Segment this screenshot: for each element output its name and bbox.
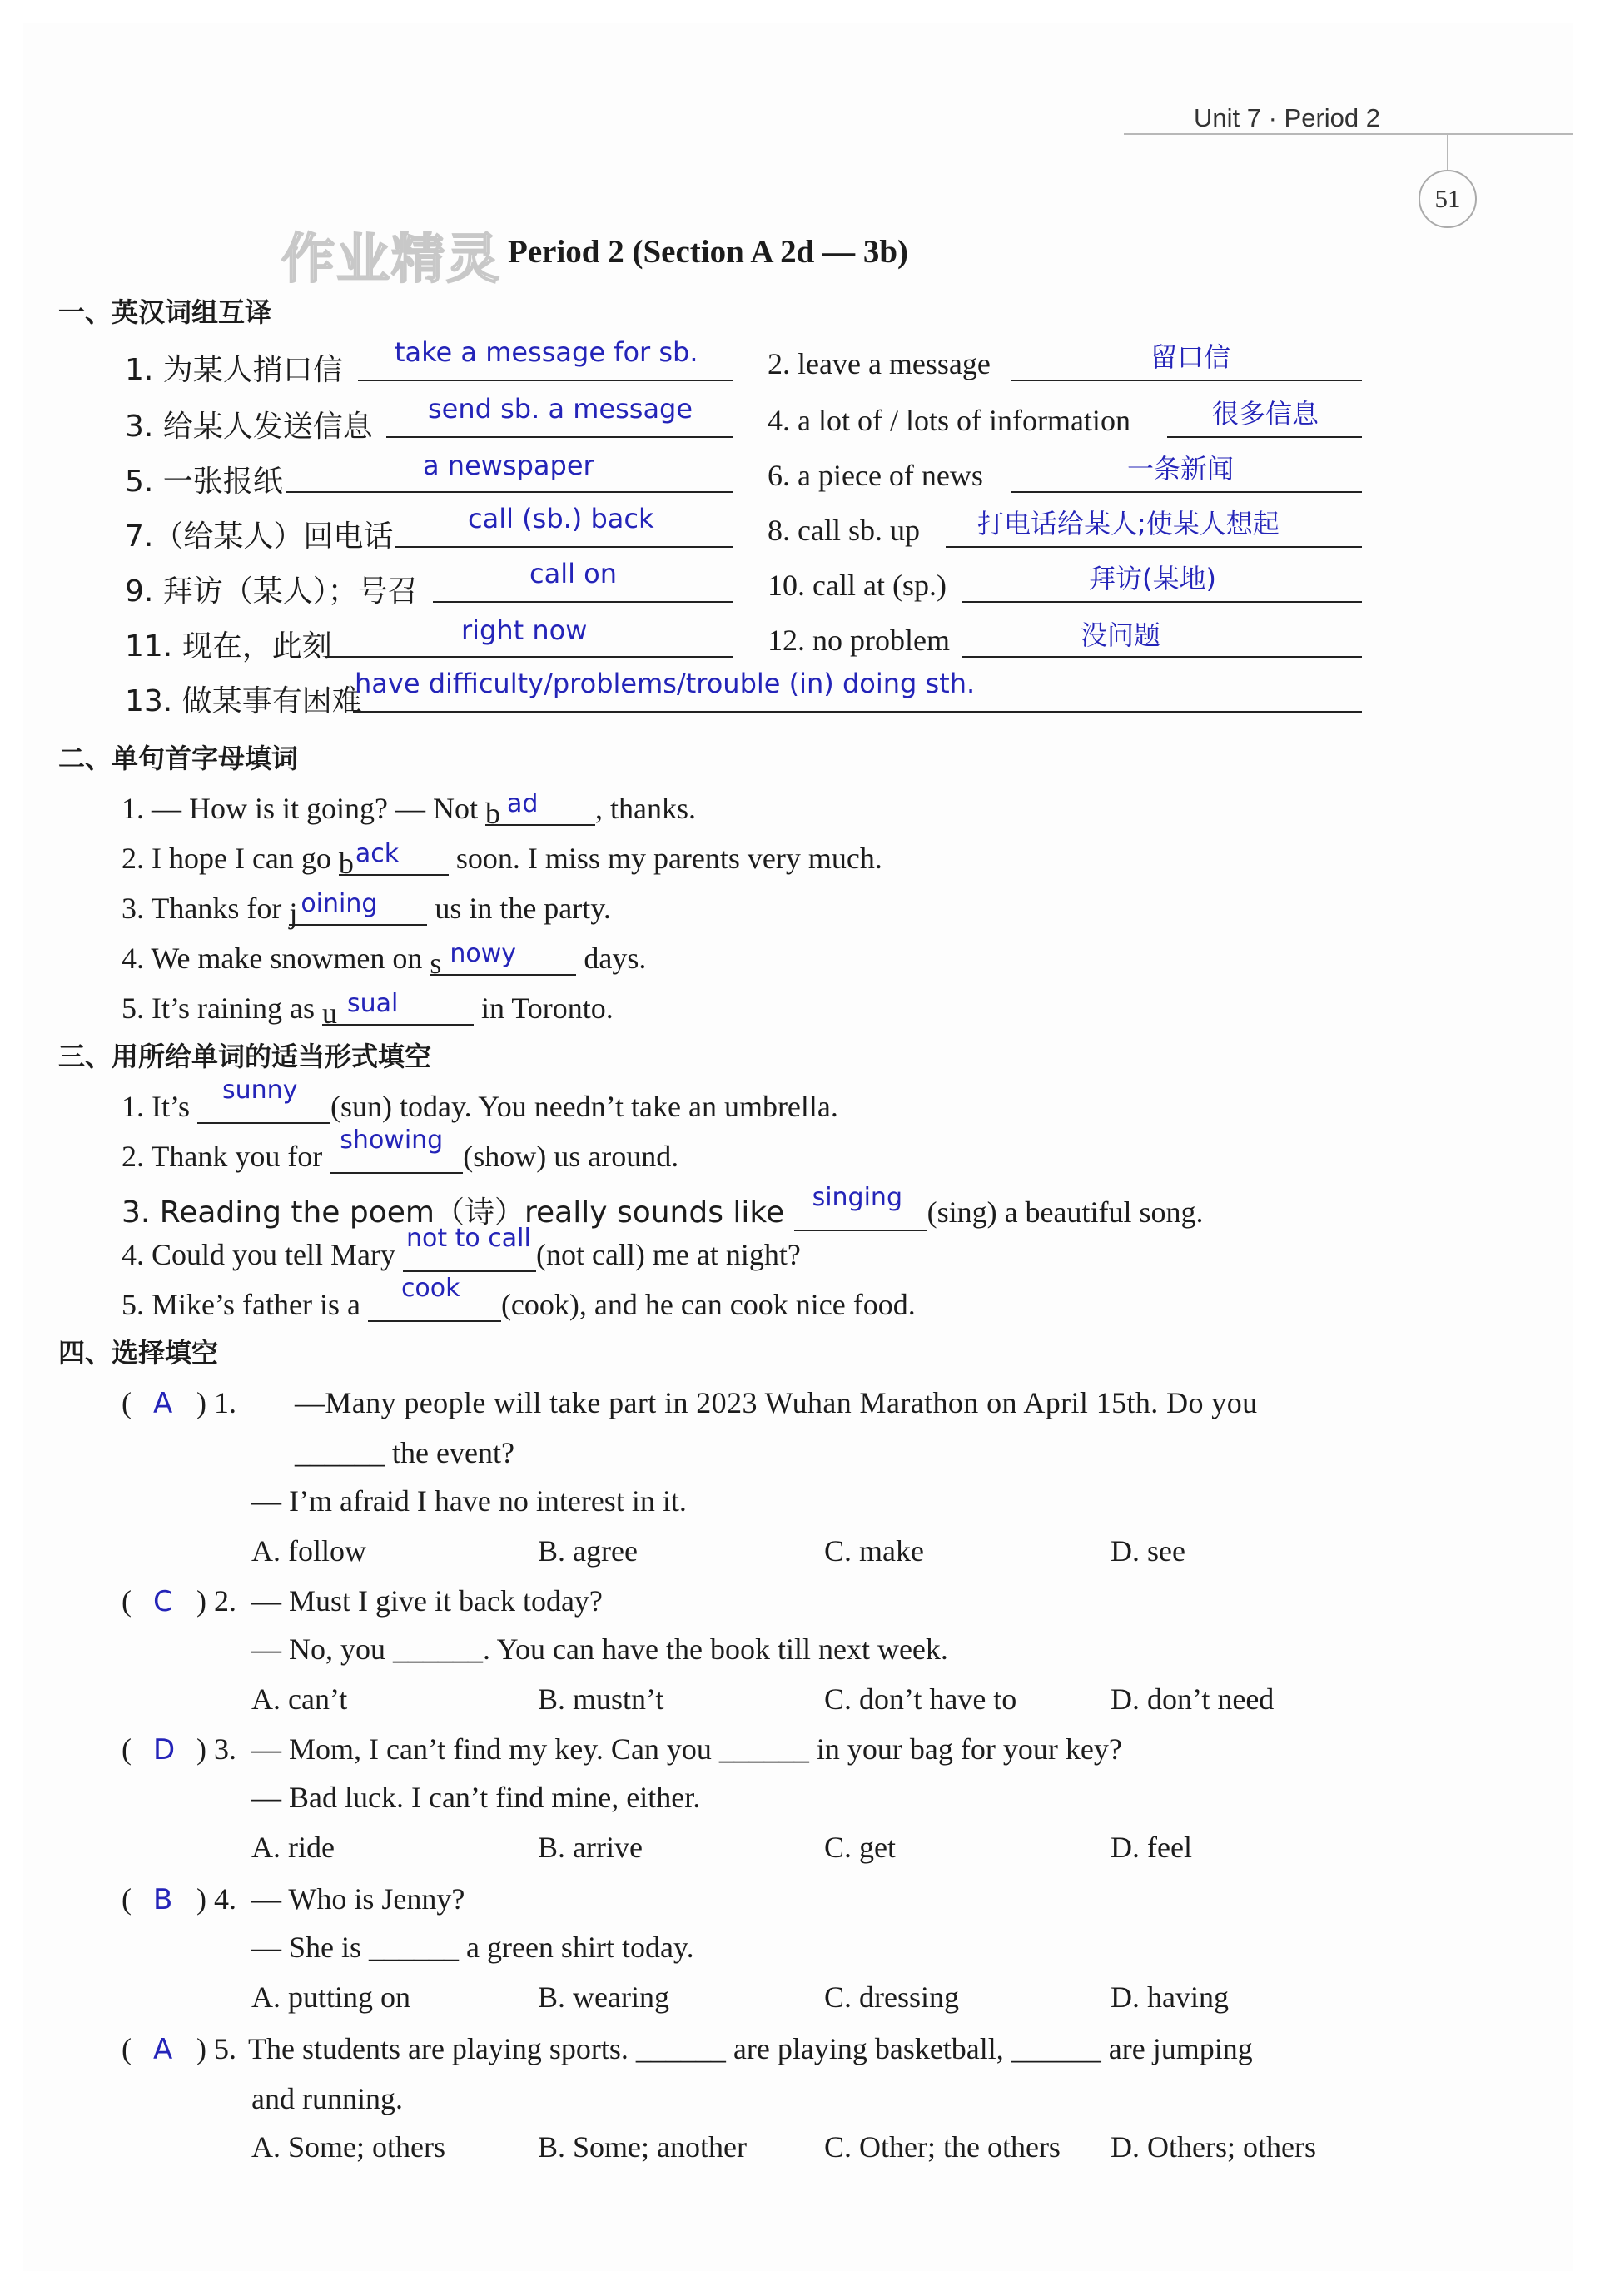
q5-option-c: C. Other; the others	[824, 2130, 1061, 2164]
s2-after-2: soon. I miss my parents very much.	[448, 842, 882, 875]
s1-prompt-1: 1. 为某人捎口信	[125, 353, 343, 387]
s1-prompt-8: 8. call sb. up	[768, 514, 920, 547]
q4-answer: B	[153, 1883, 173, 1916]
q5-line-2: and running.	[251, 2082, 403, 2115]
s1-prompt-10: 10. call at (sp.)	[768, 569, 947, 602]
s1-blank-7	[395, 546, 733, 548]
s1-blank-3	[386, 436, 733, 438]
s2-answer-3: oining	[301, 889, 378, 918]
s1-answer-10: 拜访(某地)	[1089, 563, 1216, 594]
q1-line-3: — I’m afraid I have no interest in it.	[251, 1484, 687, 1518]
s1-prompt-11: 11. 现在，此刻	[125, 629, 332, 663]
q1-answer: A	[153, 1387, 173, 1420]
q4-line-1: — Who is Jenny?	[251, 1882, 465, 1916]
s1-answer-7: call (sb.) back	[468, 503, 654, 534]
s1-blank-2	[1011, 380, 1362, 381]
section4-heading: 四、选择填空	[58, 1337, 219, 1369]
page-title: Period 2 (Section A 2d — 3b)	[508, 234, 909, 270]
s3-blank-4	[403, 1224, 536, 1272]
s1-blank-13	[353, 711, 1362, 713]
header-connector	[1447, 133, 1448, 170]
s2-item-1	[122, 789, 696, 830]
s2-blank-5	[321, 989, 474, 1030]
s3-answer-1: sunny	[222, 1076, 298, 1105]
q5-number: ) 5.	[196, 2032, 236, 2065]
s2-item-5	[122, 989, 614, 1030]
s1-blank-1	[358, 380, 733, 381]
s2-after-1: , thanks.	[595, 792, 696, 825]
s3-after-2: (show) us around.	[463, 1140, 679, 1173]
s1-blank-4	[1167, 436, 1362, 438]
s1-blank-5	[286, 491, 733, 493]
q3-option-a: A. ride	[251, 1831, 335, 1864]
s2-answer-1: ad	[507, 789, 539, 818]
q3-option-d: D. feel	[1111, 1831, 1192, 1864]
section3-heading: 三、用所给单词的适当形式填空	[58, 1041, 432, 1072]
s2-answer-2: ack	[355, 839, 400, 868]
s2-answer-5: sual	[346, 989, 399, 1018]
s2-blank-3	[289, 889, 427, 930]
q4-line-2: — She is ______ a green shirt today.	[251, 1931, 694, 1964]
header-rule	[1124, 133, 1573, 135]
section2-heading: 二、单句首字母填词	[58, 743, 299, 774]
s1-blank-12	[962, 656, 1362, 658]
s1-prompt-12: 12. no problem	[768, 624, 950, 657]
q2-option-d: D. don’t need	[1111, 1682, 1275, 1716]
s1-answer-9: call on	[529, 558, 618, 589]
q1-option-a: A. follow	[251, 1534, 366, 1568]
q3-line-2: — Bad luck. I can’t find mine, either.	[251, 1781, 701, 1814]
s1-prompt-3: 3. 给某人发送信息	[125, 410, 373, 444]
q3-option-c: C. get	[824, 1831, 896, 1864]
s3-before-3: 3. Reading the poem（诗）really sounds like	[122, 1195, 794, 1230]
q1-option-c: C. make	[824, 1534, 924, 1568]
s2-after-3: us in the party.	[427, 892, 611, 925]
s2-answer-4: nowy	[450, 939, 517, 968]
q2-open-paren: (	[122, 1584, 132, 1618]
q3-line-1: — Mom, I can’t find my key. Can you ______ in your bag for your key?	[251, 1732, 1122, 1766]
section1-heading: 一、英汉词组互译	[58, 296, 272, 328]
q2-number: ) 2.	[196, 1584, 236, 1618]
q2-option-a: A. can’t	[251, 1682, 348, 1716]
q5-option-a: A. Some; others	[251, 2130, 445, 2164]
q1-line-1: —Many people will take part in 2023 Wuhan Marathon on April 15th. Do you	[295, 1386, 1258, 1419]
s3-item-4	[122, 1224, 801, 1272]
s3-after-3: (sing) a beautiful song.	[927, 1195, 1204, 1229]
unit-header: Unit 7 · Period 2	[1194, 103, 1380, 132]
s1-answer-4: 很多信息	[1212, 398, 1319, 430]
q4-option-c: C. dressing	[824, 1980, 959, 2014]
s2-blank-2	[338, 839, 449, 880]
page-number: 51	[1419, 170, 1477, 228]
q3-option-b: B. arrive	[538, 1831, 643, 1864]
s3-answer-4: not to call	[405, 1224, 531, 1253]
q5-answer: A	[153, 2033, 173, 2066]
s3-item-2	[122, 1126, 679, 1174]
q4-open-paren: (	[122, 1882, 132, 1916]
s2-before-5: 5. It’s raining as	[122, 991, 322, 1025]
q4-option-b: B. wearing	[538, 1980, 669, 2014]
s1-blank-11	[325, 656, 733, 658]
q1-line-2: ______ the event?	[295, 1436, 514, 1469]
q2-option-b: B. mustn’t	[538, 1682, 664, 1716]
s2-blank-1	[485, 789, 595, 830]
s1-answer-11: right now	[461, 614, 588, 646]
s1-answer-13: have difficulty/problems/trouble (in) doing sth.	[355, 668, 976, 699]
q1-option-d: D. see	[1111, 1534, 1185, 1568]
s2-before-2: 2. I hope I can go	[122, 842, 339, 875]
q1-option-b: B. agree	[538, 1534, 638, 1568]
workbook-page	[23, 23, 1573, 2271]
s1-blank-9	[433, 601, 733, 603]
q3-answer: D	[153, 1733, 176, 1767]
s3-blank-5	[368, 1274, 501, 1322]
s1-answer-3: send sb. a message	[428, 393, 693, 425]
s1-answer-5: a newspaper	[423, 450, 594, 481]
s1-prompt-7: 7.（给某人）回电话	[125, 519, 394, 554]
s1-blank-8	[946, 546, 1362, 548]
s2-letter-4: s	[430, 947, 442, 980]
s2-before-4: 4. We make snowmen on	[122, 942, 430, 975]
s3-answer-3: singing	[812, 1183, 902, 1212]
q5-option-d: D. Others; others	[1111, 2130, 1316, 2164]
s3-item-5	[122, 1274, 916, 1322]
s2-item-2	[122, 839, 882, 880]
s2-after-4: days.	[576, 942, 647, 975]
s1-prompt-4: 4. a lot of / lots of information	[768, 404, 1130, 437]
s1-prompt-6: 6. a piece of news	[768, 459, 983, 492]
s2-letter-2: b	[338, 847, 354, 880]
q4-option-d: D. having	[1111, 1980, 1229, 2014]
q2-line-1: — Must I give it back today?	[251, 1584, 603, 1618]
s2-letter-1: b	[485, 797, 500, 830]
s1-prompt-9: 9. 拜访（某人）；号召	[125, 574, 418, 609]
s3-item-3	[122, 1183, 1204, 1231]
q1-number: ) 1.	[196, 1386, 236, 1419]
s2-before-3: 3. Thanks for	[122, 892, 290, 925]
s1-answer-8: 打电话给某人;使某人想起	[977, 508, 1280, 539]
s1-answer-1: take a message for sb.	[395, 336, 698, 368]
q3-number: ) 3.	[196, 1732, 236, 1766]
s1-prompt-2: 2. leave a message	[768, 347, 991, 380]
s3-blank-2	[330, 1126, 463, 1174]
q4-number: ) 4.	[196, 1882, 236, 1916]
q3-open-paren: (	[122, 1732, 132, 1766]
q5-option-b: B. Some; another	[538, 2130, 747, 2164]
s2-letter-5: u	[321, 996, 337, 1030]
q1-open-paren: (	[122, 1386, 132, 1419]
s1-blank-10	[962, 601, 1362, 603]
s1-prompt-13: 13. 做某事有困难	[125, 684, 362, 718]
s1-answer-6: 一条新闻	[1127, 453, 1235, 485]
s1-blank-6	[1011, 491, 1362, 493]
s3-before-1: 1. It’s	[122, 1090, 198, 1123]
s3-after-5: (cook), and he can cook nice food.	[500, 1288, 916, 1321]
watermark-logo: 作业精灵	[281, 229, 501, 291]
s1-prompt-5: 5. 一张报纸	[125, 465, 283, 499]
s2-item-4	[122, 939, 647, 980]
s3-after-4: (not call) me at night?	[535, 1238, 801, 1271]
s2-after-5: in Toronto.	[473, 991, 614, 1025]
s3-before-4: 4. Could you tell Mary	[122, 1238, 403, 1271]
s2-letter-3: j	[289, 897, 298, 930]
s3-before-2: 2. Thank you for	[122, 1140, 330, 1173]
q5-open-paren: (	[122, 2032, 132, 2065]
s3-before-5: 5. Mike’s father is a	[122, 1288, 368, 1321]
q4-option-a: A. putting on	[251, 1980, 411, 2014]
s3-answer-5: cook	[400, 1274, 460, 1303]
s2-blank-4	[430, 939, 576, 980]
q2-answer: C	[153, 1585, 173, 1618]
s3-blank-3	[794, 1183, 927, 1231]
s3-after-1: (sun) today. You needn’t take an umbrella.	[330, 1090, 838, 1123]
q2-option-c: C. don’t have to	[824, 1682, 1017, 1716]
s2-before-1: 1. — How is it going? — Not	[122, 792, 485, 825]
s2-item-3	[122, 889, 611, 930]
q5-line-1: The students are playing sports. ______ are playing basketball, ______ are jumping	[248, 2032, 1253, 2065]
s3-blank-1	[197, 1076, 330, 1124]
s1-answer-2: 留口信	[1150, 341, 1231, 373]
q2-line-2: — No, you ______. You can have the book till next week.	[251, 1633, 948, 1666]
s3-item-1	[122, 1076, 838, 1124]
s1-answer-12: 没问题	[1081, 619, 1161, 651]
s3-answer-2: showing	[340, 1126, 444, 1155]
